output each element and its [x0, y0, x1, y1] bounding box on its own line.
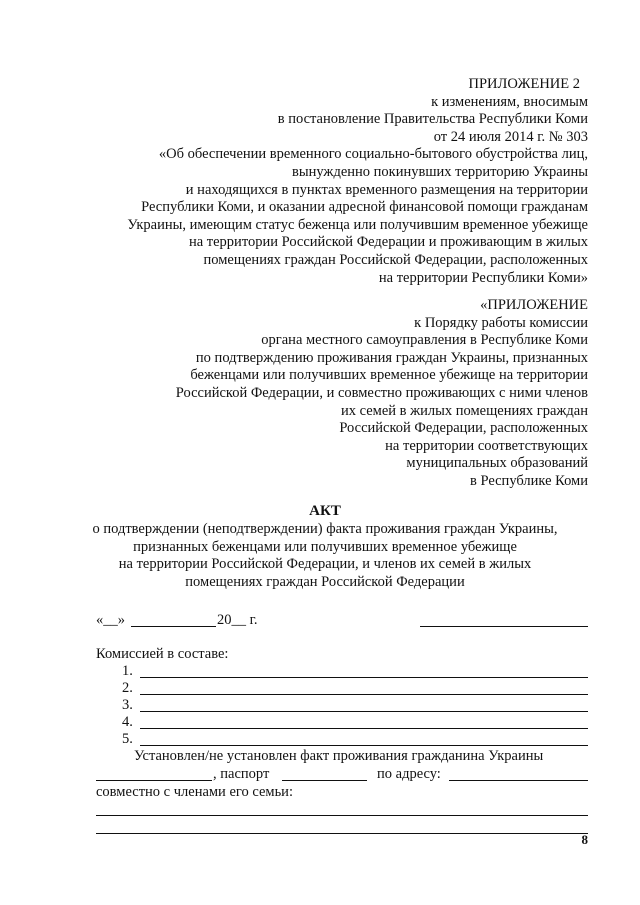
date-day: «__»	[96, 612, 125, 628]
date-year: 20__ г.	[217, 612, 258, 628]
appendix-line: муниципальных образований	[406, 455, 588, 472]
act-subtitle	[70, 521, 580, 591]
appendix-line: Украины, имеющим статус беженца или получившим временное убежище	[127, 216, 588, 233]
appendix-line: беженцами или получивших временное убежище на территории	[190, 367, 588, 384]
appendix-line: вынужденно покинувших территорию Украины	[292, 163, 588, 180]
address-label: по адресу:	[377, 766, 441, 782]
appendix-line: Республики Коми, и оказании адресной финансовой помощи гражданам	[141, 199, 588, 216]
family-blank[interactable]	[96, 833, 588, 834]
act-title: АКТ	[309, 503, 341, 519]
appendix-line: их семей в жилых помещениях граждан	[340, 402, 588, 419]
commission-number: 5.	[122, 731, 133, 747]
act-subtitle-line: признанных беженцами или получивших временное убежище	[133, 538, 517, 555]
family-label: совместно с членами его семьи:	[96, 784, 293, 800]
citizen-name-blank[interactable]	[96, 780, 212, 781]
commission-member-blank[interactable]	[140, 677, 588, 678]
appendix-line: на территории Российской Федерации и проживающим в жилых	[188, 234, 588, 251]
appendix-line: «Об обеспечении временного социально-бытового обустройства лиц,	[158, 146, 588, 163]
act-subtitle-line: помещениях граждан Российской Федерации	[185, 573, 465, 590]
page-number: 8	[581, 832, 588, 847]
act-subtitle-line: о подтверждении (неподтверждении) факта проживания граждан Украины,	[92, 521, 558, 537]
appendix-line: Российской Федерации, расположенных	[339, 420, 588, 437]
appendix-line: Российской Федерации, и совместно проживающих с ними членов	[175, 384, 588, 401]
commission-member-blank[interactable]	[140, 694, 588, 695]
commission-number: 4.	[122, 714, 133, 730]
appendix-line: и находящихся в пунктах временного размещения на территории	[185, 181, 588, 198]
appendix-line: к Порядку работы комиссии	[414, 314, 588, 331]
appendix-line: ПРИЛОЖЕНИЕ 2	[468, 76, 580, 92]
appendix-line: на территории Республики Коми»	[378, 269, 588, 286]
commission-number: 2.	[122, 680, 133, 696]
appendix-line: в постановление Правительства Республики Коми	[277, 111, 588, 128]
passport-blank[interactable]	[282, 780, 367, 781]
statement-line: Установлен/не установлен факт проживания гражданина Украины	[134, 748, 544, 764]
appendix-line: «ПРИЛОЖЕНИЕ	[480, 297, 588, 313]
family-blank[interactable]	[96, 815, 588, 816]
commission-member-blank[interactable]	[140, 728, 588, 729]
passport-label: , паспорт	[213, 766, 270, 782]
commission-number: 3.	[122, 697, 133, 713]
place-blank[interactable]	[420, 626, 588, 627]
appendix-line: от 24 июля 2014 г. № 303	[433, 128, 588, 145]
appendix-line: по подтверждению проживания граждан Украины, признанных	[195, 349, 588, 366]
appendix-line: помещениях граждан Российской Федерации, расположенных	[203, 251, 588, 268]
appendix-line: к изменениям, вносимым	[431, 93, 588, 110]
commission-number: 1.	[122, 663, 133, 679]
appendix-1-header	[127, 76, 588, 287]
appendix-line: органа местного самоуправления в Республике Коми	[261, 332, 588, 349]
appendix-line: в Республике Коми	[469, 472, 588, 489]
commission-member-blank[interactable]	[140, 745, 588, 746]
appendix-line: на территории соответствующих	[385, 437, 588, 454]
appendix-2-header	[176, 297, 588, 491]
date-month-blank[interactable]	[131, 626, 216, 627]
commission-label: Комиссией в составе:	[96, 646, 229, 662]
address-blank[interactable]	[449, 780, 588, 781]
commission-member-blank[interactable]	[140, 711, 588, 712]
act-subtitle-line: на территории Российской Федерации, и членов их семей в жилых	[118, 556, 532, 573]
